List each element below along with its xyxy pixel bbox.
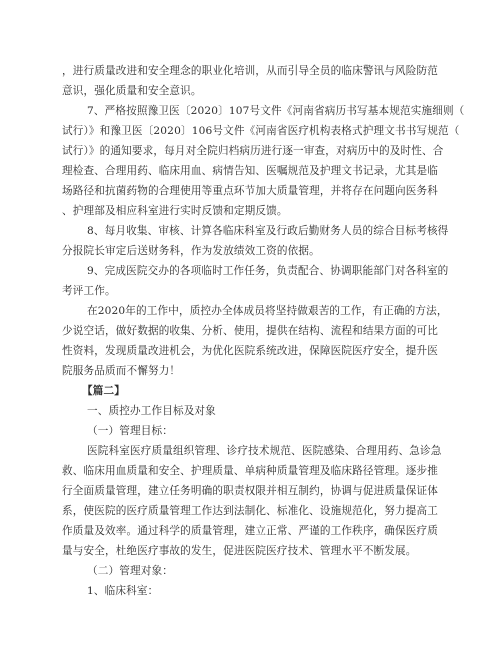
paragraph-line: 性资料，发现质量改进机会，为优化医院系统改进，保障医院医疗安全，提升医	[62, 345, 439, 357]
paragraph-line: 救、临床用血质量和安全、护理质量、单病种质量管理及临床路径管理。逐步推	[62, 465, 439, 477]
paragraph-line: 少说空话，做好数据的收集、分析、使用，提供在结构、流程和结果方面的可比	[62, 325, 439, 337]
subheading: 一、质控办工作目标及对象	[87, 405, 216, 417]
paragraph-line: 分报院长审定后送财务科，作为发放绩效工资的依据。	[62, 245, 320, 257]
paragraph-line: 在2020年的工作中，质控办全体成员将坚持做艰苦的工作，有正确的方法，	[87, 305, 448, 317]
paragraph-line: 、护理部及相应科室进行实时反馈和定期反馈。	[62, 205, 288, 217]
paragraph-line: 试行）》的通知要求，每月对全院归档病历进行逐一审查，对病历中的及时性、合	[62, 145, 444, 157]
paragraph-line: 试行）》和豫卫医〔2020〕106号文件《河南省医疗机构表格式护理文书书写规范（	[62, 125, 460, 137]
paragraph-line: 院服务品质而不懈努力！	[62, 365, 181, 377]
paragraph-line: 9、完成医院交办的各项临时工作任务，负责配合、协调职能部门对各科室的	[87, 265, 449, 277]
paragraph-line: 行全面质量管理，建立任务明确的职责权限并相互制约，协调与促进质量保证体	[62, 485, 439, 497]
paragraph-line: ，进行质量改进和安全理念的职业化培训，从而引导全员的临床警讯与风险防范	[62, 65, 439, 77]
paragraph-line: 系，使医院的医疗质量管理工作达到法制化、标准化、设施规范化，努力提高工	[62, 505, 439, 517]
section-heading: 【篇二】	[82, 385, 125, 397]
paragraph-line: 量与安全，杜绝医疗事故的发生，促进医院医疗技术、管理水平不断发展。	[62, 545, 417, 557]
list-item: 1、临床科室：	[87, 585, 159, 597]
paragraph-line: 场路径和抗菌药物的合理使用等重点环节加大质量管理，并将存在问题向医务科	[62, 185, 439, 197]
subheading: （一）管理目标：	[87, 425, 173, 437]
subheading: （二）管理对象：	[87, 565, 173, 577]
paragraph-line: 理检查、合理用药、临床用血、病情告知、医嘱规范及护理文书记录，尤其是临	[62, 165, 439, 177]
paragraph-line: 7、严格按照豫卫医〔2020〕107号文件《河南省病历书写基本规范实施细则（	[87, 105, 465, 117]
paragraph-line: 考评工作。	[62, 285, 116, 297]
paragraph-line: 8、每月收集、审核、计算各临床科室及行政后勤财务人员的综合目标考核得	[87, 225, 449, 237]
paragraph-line: 医院科室医疗质量组织管理、诊疗技术规范、医院感染、合理用药、急诊急	[87, 445, 442, 457]
paragraph-line: 意识，强化质量和安全意识。	[62, 85, 202, 97]
paragraph-line: 作质量及效率。通过科学的质量管理，建立正常、严谨的工作秩序，确保医疗质	[62, 525, 439, 537]
